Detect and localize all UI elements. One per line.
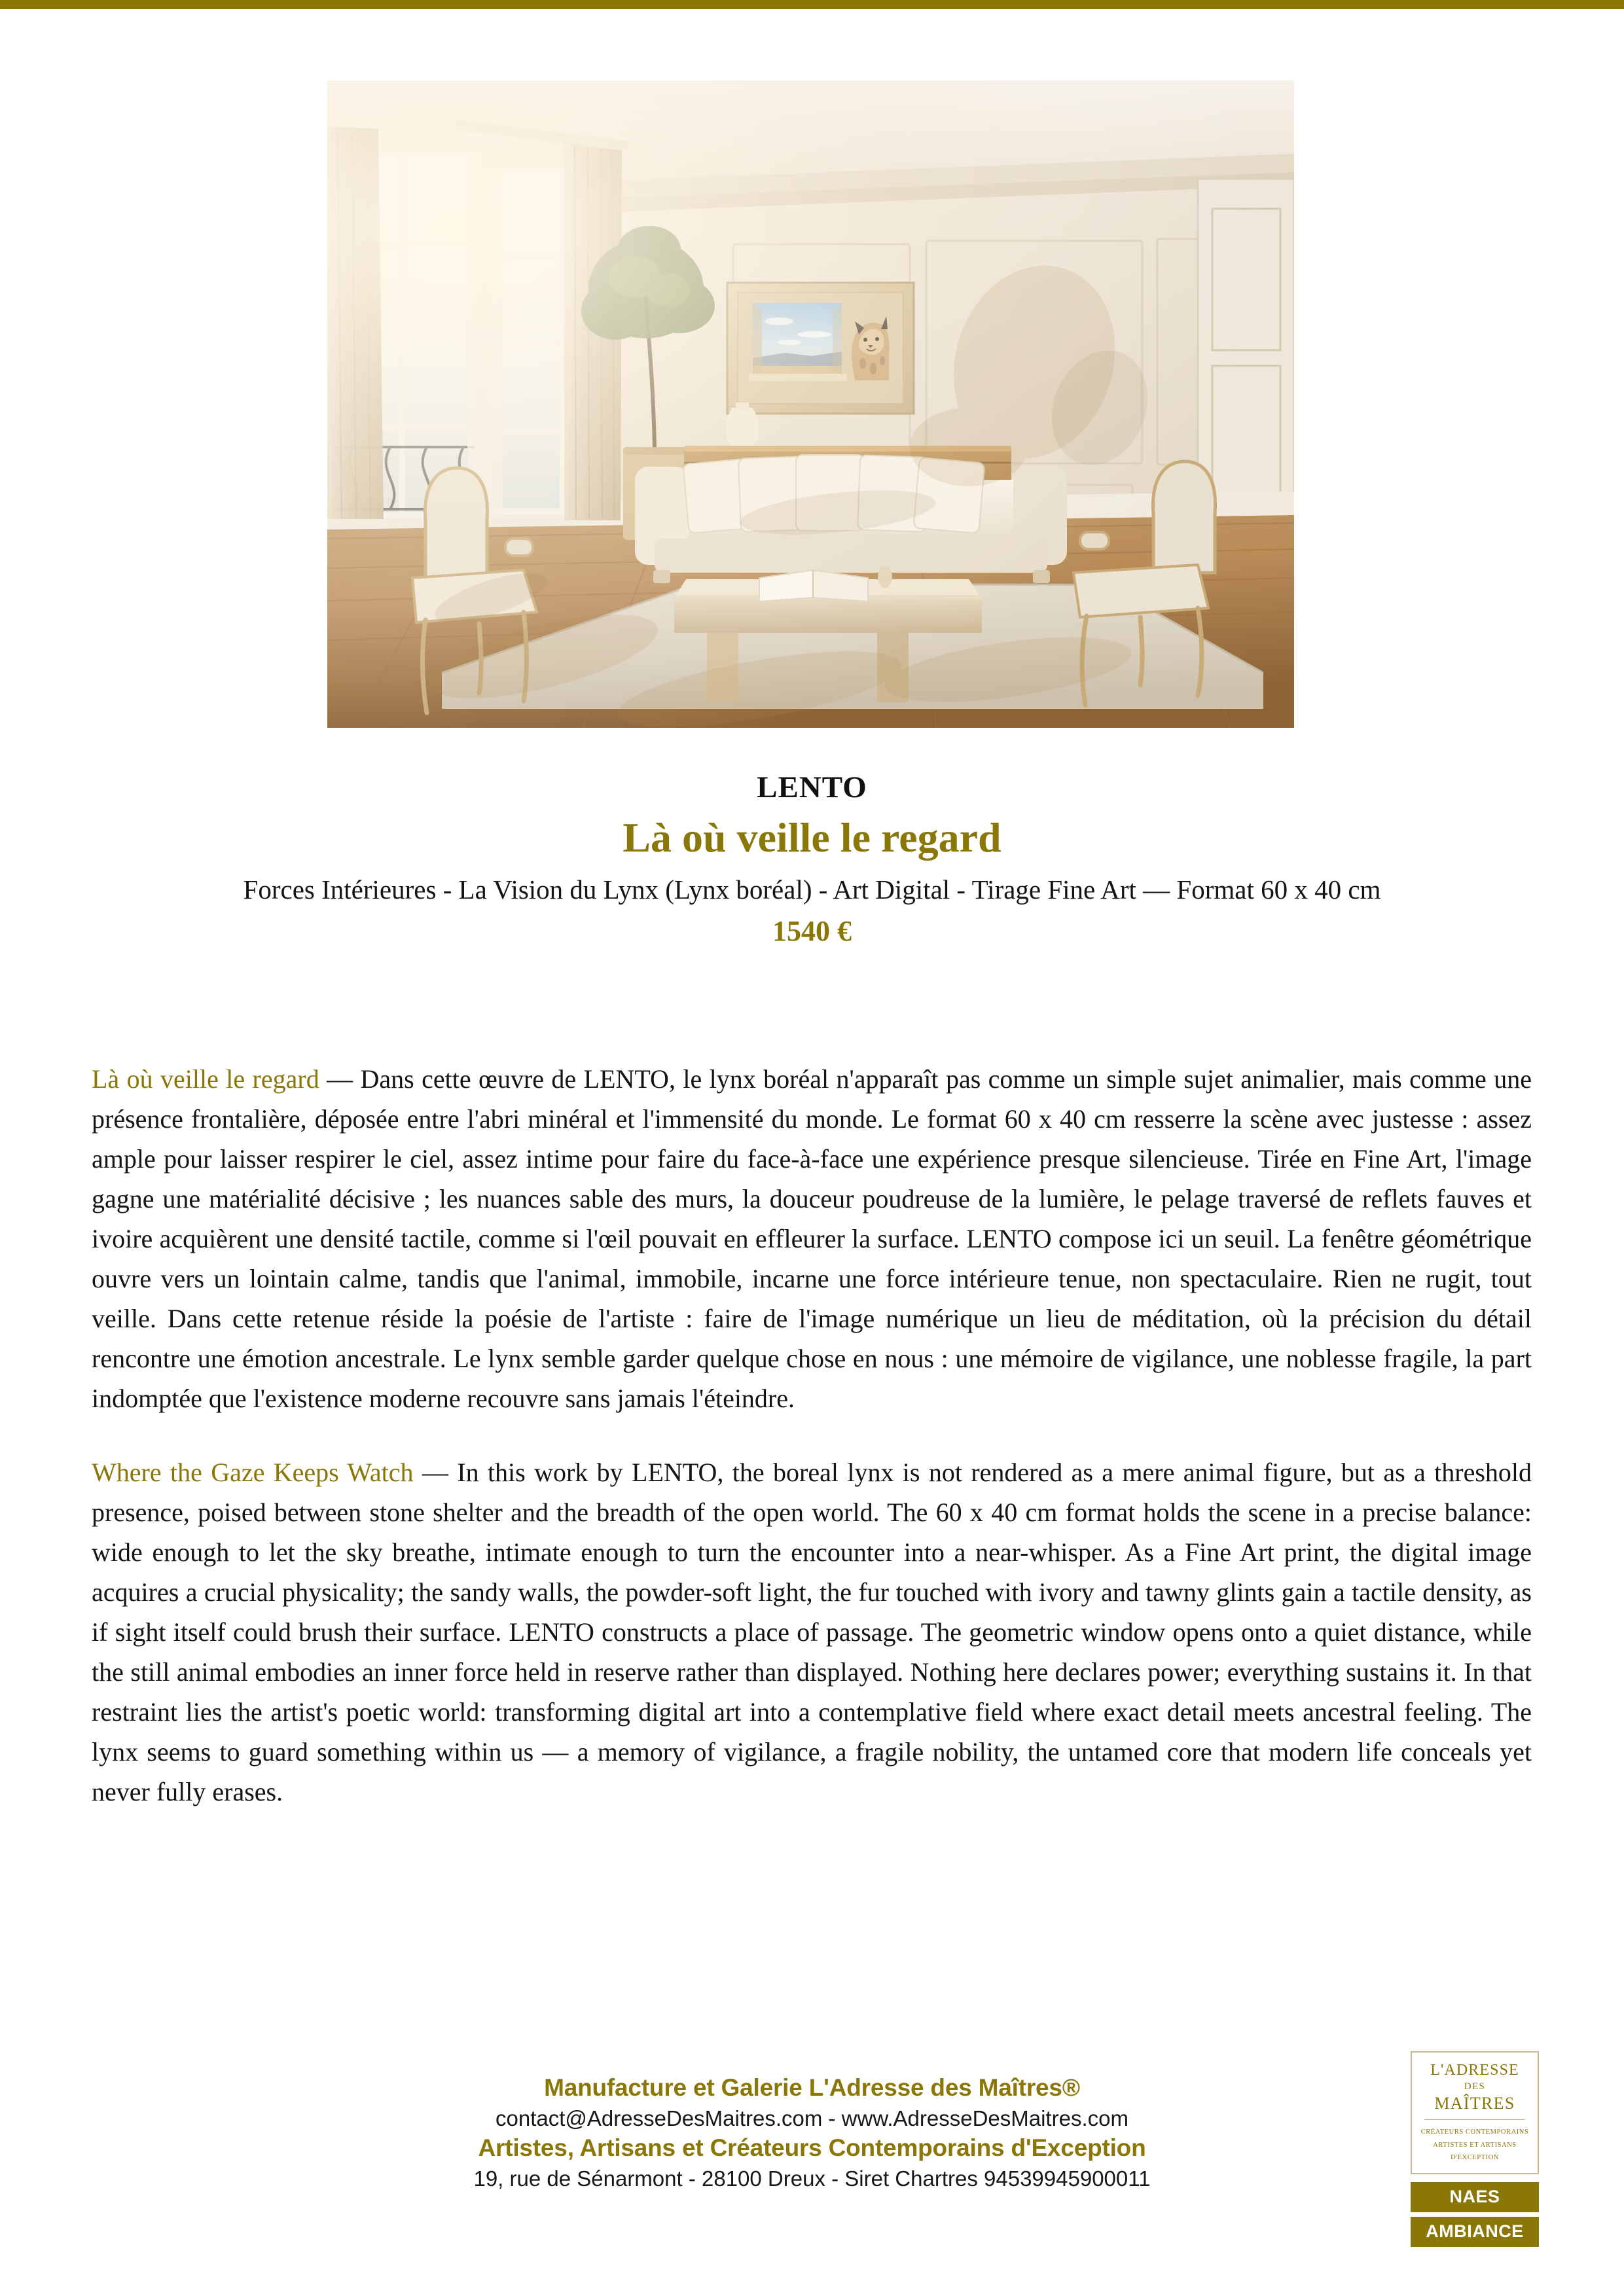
description-section (92, 1059, 1532, 1846)
artist-name: LENTO (757, 770, 867, 804)
logo-line-des: DES (1464, 2081, 1486, 2092)
footer-address-line: 19, rue de Sénarmont - 28100 Dreux - Siret Chartres 94539945900011 (473, 2166, 1151, 2191)
brand-logo-stack (1411, 2051, 1539, 2247)
logo-divider (1424, 2119, 1525, 2120)
footer-company-name: Manufacture et Galerie L'Adresse des Maîtres® (544, 2074, 1080, 2101)
top-accent-bar (0, 0, 1624, 9)
description-paragraph-fr (92, 1059, 1532, 1418)
description-paragraph-en (92, 1452, 1532, 1812)
description-lede-en: Where the Gaze Keeps Watch (92, 1458, 414, 1487)
description-lede-fr: Là où veille le regard (92, 1064, 319, 1094)
logo-subline-createurs: CRÉATEURS CONTEMPORAINS (1420, 2128, 1529, 2136)
room-scene-illustration (327, 81, 1294, 728)
description-body-fr: Dans cette œuvre de LENTO, le lynx boréal n'apparaît pas comme un simple sujet animalier, mais comme une présence frontalière, déposée entre l'abri minéral et l'immensité du monde. Le format 60 x 40 cm resserre la scène avec justesse : assez ample pour laisser respirer le ciel, assez intime pour faire du face-à-face une expérience presque silencieuse. Tirée en Fine Art, l'image gagne une matérialité décisive ; les nuances sable des murs, la douceur poudreuse de la lumière, le pelage traversé de reflets fauves et ivoire acquièrent une densité tactile, comme si l'œil pouvait en effleurer la surface. LENTO compose ici un seuil. La fenêtre géométrique ouvre vers un lointain calme, tandis que l'animal, immobile, incarne une force intérieure tenue, non spectaculaire. Rien ne rugit, tout veille. Dans cette retenue réside la poésie de l'artiste : faire de l'image numérique un lieu de méditation, où la précision du détail rencontre une émotion ancestrale. Le lynx semble garder quelque chose en nous : une mémoire de vigilance, une noblesse fragile, la part indomptée que l'existence moderne recouvre sans jamais l'éteindre. (92, 1064, 1532, 1413)
page-footer (0, 2072, 1624, 2193)
artwork-title: Là où veille le regard (623, 814, 1001, 861)
logo-subline-artistes: ARTISTES ET ARTISANS (1433, 2141, 1517, 2149)
description-body-en: In this work by LENTO, the boreal lynx is not rendered as a mere animal figure, but as a threshold presence, poised between stone shelter and the breadth of the open world. The 60 x 40 cm format holds the scene in a precise balance: wide enough to let the sky breathe, intimate enough to turn the encounter into a near-whisper. As a Fine Art print, the digital image acquires a crucial physicality; the sandy walls, the powder-soft light, the fur touched with ivory and tawny glints gain a tactile density, as if sight itself could brush their surface. LENTO constructs a place of passage. The geometric window opens onto a quiet distance, while the still animal embodies an inner force held in reserve rather than displayed. Nothing here declares power; everything sustains it. In that restraint lies the artist's poetic world: transforming digital art into a contemplative field where exact detail meets ancestral feeling. The lynx seems to guard something within us — a memory of vigilance, a fragile nobility, the untamed core that modern life conceals yet never fully erases. (92, 1458, 1532, 1806)
artwork-price: 1540 € (772, 914, 852, 947)
naes-badge: NAES (1411, 2182, 1539, 2212)
artwork-subtitle: Forces Intérieures - La Vision du Lynx (Lynx boréal) - Art Digital - Tirage Fine Art — Format 60 x 40 cm (243, 874, 1381, 905)
logo-subline-exception: D'EXCEPTION (1451, 2154, 1499, 2162)
logo-line-ladresse: L'ADRESSE (1430, 2062, 1519, 2079)
description-dash-en: — (413, 1458, 458, 1487)
artwork-title-block (0, 771, 1624, 949)
ambiance-badge: AMBIANCE (1411, 2217, 1539, 2247)
ladresse-des-maitres-logo (1411, 2051, 1539, 2174)
footer-tagline: Artistes, Artisans et Créateurs Contemporains d'Exception (478, 2134, 1146, 2162)
footer-contact-line[interactable]: contact@AdresseDesMaitres.com - www.AdresseDesMaitres.com (496, 2106, 1128, 2130)
artwork-room-photo (327, 81, 1294, 728)
logo-line-maitres: MAÎTRES (1434, 2093, 1515, 2113)
description-dash-fr: — (319, 1064, 361, 1094)
